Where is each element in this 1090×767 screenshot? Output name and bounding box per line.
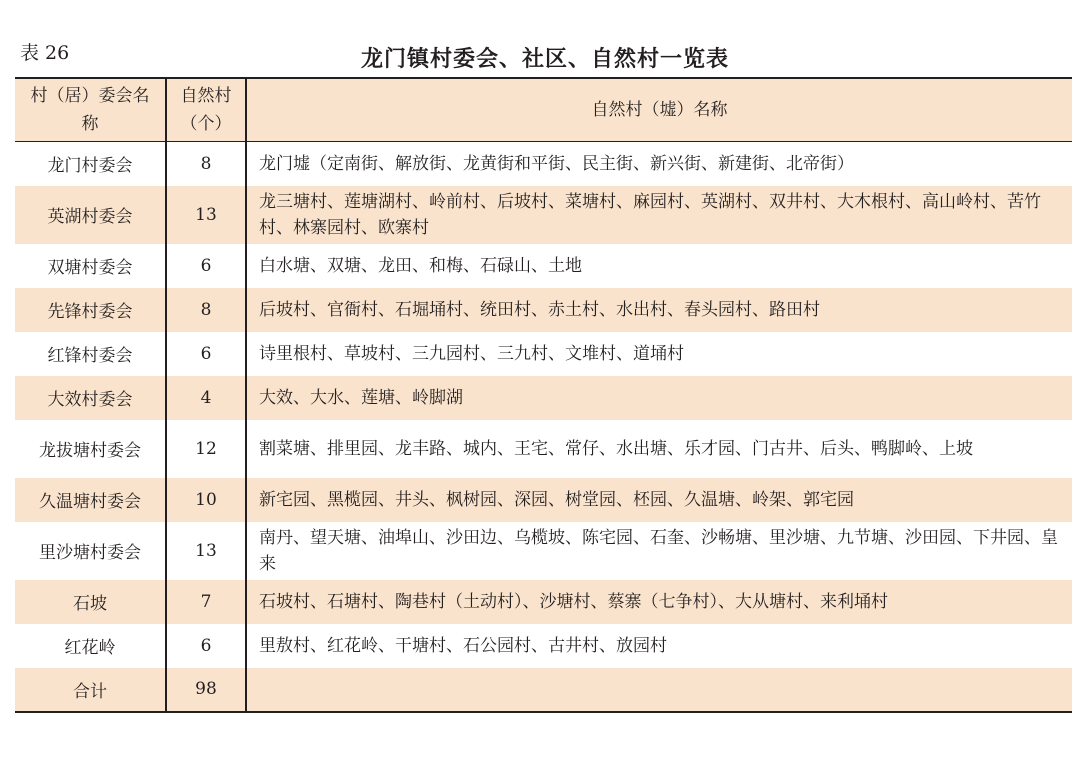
village-count: 6	[166, 332, 246, 376]
village-list: 里敖村、红花岭、干塘村、石公园村、古井村、放园村	[259, 635, 667, 656]
committee-name: 龙门村委会	[15, 142, 166, 186]
village-list: 后坡村、官衙村、石堀埇村、统田村、赤土村、水出村、春头园村、路田村	[259, 299, 820, 320]
village-count: 6	[166, 624, 246, 668]
village-count: 8	[166, 288, 246, 332]
total-row	[15, 668, 1072, 712]
village-list: 新宅园、黑榄园、井头、枫树园、深园、树堂园、柸园、久温塘、岭架、郭宅园	[259, 489, 854, 510]
table-row	[15, 580, 1072, 624]
header-village-count: 自然村（个）	[166, 78, 246, 142]
committee-name: 大效村委会	[15, 376, 166, 420]
village-list	[246, 668, 1072, 712]
committee-name: 红锋村委会	[15, 332, 166, 376]
village-list: 南丹、望天塘、油埠山、沙田边、乌榄坡、陈宅园、石奎、沙畅塘、里沙塘、九节塘、沙田园、下井园、皇来	[259, 527, 1058, 574]
header-village-list: 自然村（墟）名称	[246, 78, 1072, 142]
committee-name: 久温塘村委会	[15, 478, 166, 522]
committee-name: 先锋村委会	[15, 288, 166, 332]
village-list: 龙门墟（定南街、解放街、龙黄街和平街、民主街、新兴街、新建街、北帝街）	[259, 153, 854, 174]
village-count: 7	[166, 580, 246, 624]
village-list: 龙三塘村、莲塘湖村、岭前村、后坡村、菜塘村、麻园村、英湖村、双井村、大木根村、高山岭村、苦竹村、林寨园村、欧寨村	[259, 191, 1041, 238]
village-count: 10	[166, 478, 246, 522]
table-number: 表 26	[20, 42, 70, 64]
table-row	[15, 332, 1072, 376]
total-label: 合计	[15, 668, 166, 712]
village-list: 诗里根村、草坡村、三九园村、三九村、文堆村、道埇村	[259, 343, 684, 364]
village-count: 4	[166, 376, 246, 420]
table-row	[15, 522, 1072, 580]
village-count: 12	[166, 420, 246, 478]
table-row	[15, 376, 1072, 420]
village-count: 13	[166, 186, 246, 244]
village-list: 白水塘、双塘、龙田、和梅、石碌山、土地	[259, 255, 582, 276]
table-row	[15, 420, 1072, 478]
table-row	[15, 244, 1072, 288]
page-title: 龙门镇村委会、社区、自然村一览表	[360, 47, 729, 72]
village-list: 大效、大水、莲塘、岭脚湖	[259, 387, 463, 408]
village-list: 割菜塘、排里园、龙丰路、城内、王宅、常仔、水出塘、乐才园、门古井、后头、鸭脚岭、上坡	[259, 438, 973, 459]
committee-name: 龙拔塘村委会	[15, 420, 166, 478]
village-table	[15, 77, 1072, 713]
village-list: 石坡村、石塘村、陶巷村（土动村）、沙塘村、蔡寨（七争村）、大从塘村、来利埇村	[259, 591, 888, 612]
committee-name: 红花岭	[15, 624, 166, 668]
village-count: 8	[166, 142, 246, 186]
table-row	[15, 142, 1072, 186]
committee-name: 双塘村委会	[15, 244, 166, 288]
village-count: 13	[166, 522, 246, 580]
table-row	[15, 288, 1072, 332]
committee-name: 里沙塘村委会	[15, 522, 166, 580]
village-count: 6	[166, 244, 246, 288]
total-count: 98	[166, 668, 246, 712]
committee-name: 石坡	[15, 580, 166, 624]
table-row	[15, 478, 1072, 522]
header-committee-name: 村（居）委会名称	[15, 78, 166, 142]
table-row	[15, 186, 1072, 244]
table-row	[15, 624, 1072, 668]
committee-name: 英湖村委会	[15, 186, 166, 244]
table-header-row	[15, 78, 1072, 142]
